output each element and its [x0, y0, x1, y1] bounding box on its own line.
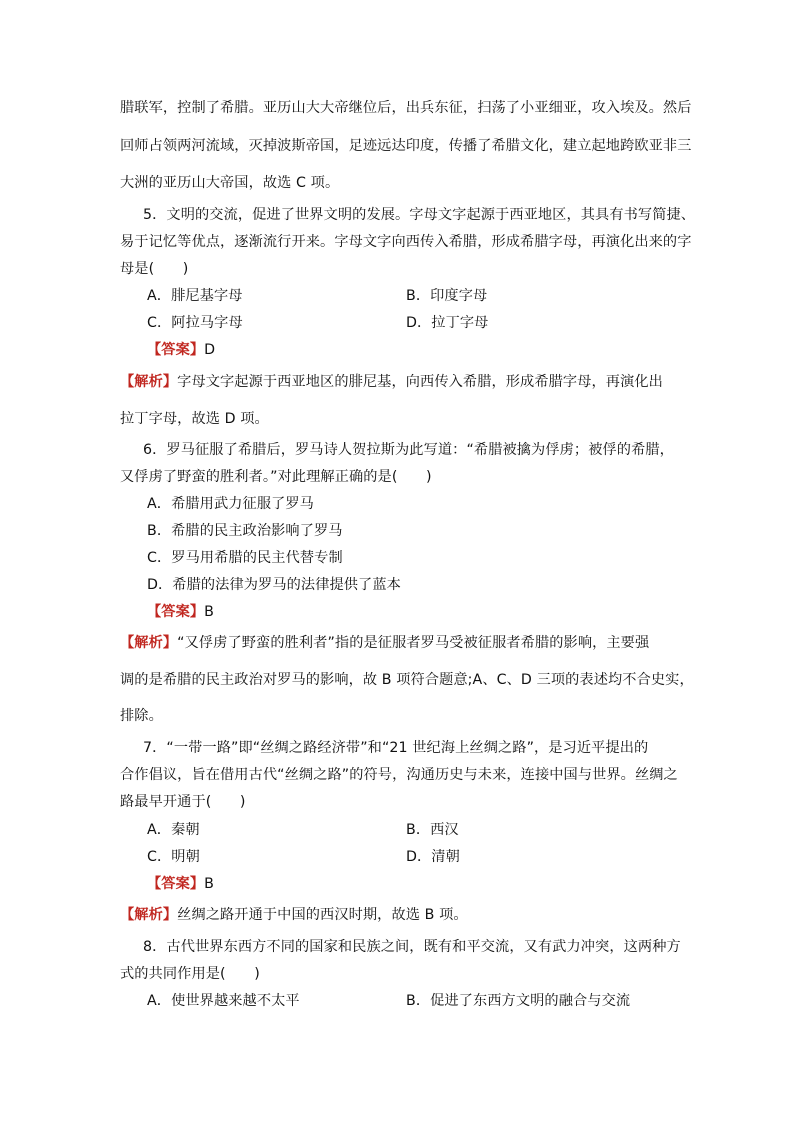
q7-explain-tag: 【解析】: [120, 907, 178, 923]
q7-stem-line-1: 7．“一带一路”即“丝绸之路经济带”和“21 世纪海上丝绸之路”，是习近平提出的: [143, 740, 649, 756]
q6-explain-line-3: 排除。: [120, 708, 163, 724]
q6-option-c: C．罗马用希腊的民主代替专制: [147, 550, 343, 566]
q8-stem-line-2: 式的共同作用是( ): [120, 966, 260, 982]
q5-option-c: C．阿拉马字母: [147, 315, 243, 331]
prev-explain-line-2: 回师占领两河流域，灭掉波斯帝国，足迹远达印度，传播了希腊文化，建立起地跨欧亚非三: [120, 138, 692, 154]
q7-option-a: A．秦朝: [147, 822, 200, 838]
q5-stem-line-3: 母是( ): [120, 261, 189, 277]
q5-stem-line-2: 易于记忆等优点，逐渐流行开来。字母文字向西传入希腊，形成希腊字母，再演化出来的字: [120, 234, 692, 250]
q6-option-b: B．希腊的民主政治影响了罗马: [147, 523, 343, 539]
q5-explain-tag: 【解析】: [120, 374, 178, 390]
q6-stem-line-2: 又俘虏了野蛮的胜利者。”对此理解正确的是( ): [120, 469, 432, 485]
q6-answer-tag: 【答案】: [147, 604, 205, 620]
q7-explain-line-1: [120, 905, 468, 925]
q5-answer-tag: 【答案】: [147, 342, 205, 358]
q5-explain-text-1: 字母文字起源于西亚地区的腓尼基，向西传入希腊，形成希腊字母，再演化出: [177, 374, 663, 390]
q5-answer-value: D: [204, 342, 216, 358]
q6-explain-line-2: 调的是希腊的民主政治对罗马的影响，故 B 项符合题意;A、C、D 三项的表述均不合史实，: [120, 672, 694, 688]
q6-answer-value: B: [204, 604, 214, 620]
q8-stem-line-1: 8．古代世界东西方不同的国家和民族之间，既有和平交流，又有武力冲突，这两种方: [143, 939, 681, 955]
q7-option-c: C．明朝: [147, 849, 200, 865]
q8-option-b: B．促进了东西方文明的融合与交流: [406, 993, 631, 1009]
q7-option-d: D．清朝: [406, 849, 460, 865]
q7-stem-line-3: 路最早开通于( ): [120, 794, 246, 810]
q7-answer-value: B: [204, 876, 214, 892]
q6-option-a: A．希腊用武力征服了罗马: [147, 496, 314, 512]
q6-option-d: D．希腊的法律为罗马的法律提供了蓝本: [147, 577, 401, 593]
q5-option-d: D．拉丁字母: [406, 315, 489, 331]
q6-stem-line-1: 6．罗马征服了希腊后，罗马诗人贺拉斯为此写道：“希腊被擒为俘虏；被俘的希腊，: [143, 442, 674, 458]
q7-answer-tag: 【答案】: [147, 876, 205, 892]
q7-stem-line-2: 合作倡议，旨在借用古代“丝绸之路”的符号，沟通历史与未来，连接中国与世界。丝绸之: [120, 767, 678, 783]
q5-answer: [147, 340, 215, 360]
q5-explain-line-1: [120, 372, 663, 392]
q6-answer: [147, 602, 214, 622]
q7-option-b: B．西汉: [406, 822, 459, 838]
q5-stem-line-1: 5．文明的交流，促进了世界文明的发展。字母文字起源于西亚地区，其具有书写简捷、: [143, 207, 696, 223]
q7-answer: [147, 874, 214, 894]
prev-explain-line-3: 大洲的亚历山大帝国，故选 C 项。: [120, 175, 340, 191]
q5-explain-line-2: 拉丁字母，故选 D 项。: [120, 411, 269, 427]
prev-explain-line-1: 腊联军，控制了希腊。亚历山大大帝继位后，出兵东征，扫荡了小亚细亚，攻入埃及。然后: [120, 100, 692, 116]
q7-explain-text-1: 丝绸之路开通于中国的西汉时期，故选 B 项。: [177, 907, 468, 923]
q6-explain-tag: 【解析】: [120, 635, 178, 651]
q6-explain-line-1: [120, 633, 649, 653]
q8-option-a: A．使世界越来越不太平: [147, 993, 300, 1009]
q6-explain-text-1: “又俘虏了野蛮的胜利者”指的是征服者罗马受被征服者希腊的影响，主要强: [177, 635, 650, 651]
q5-option-b: B．印度字母: [406, 288, 488, 304]
q5-option-a: A．腓尼基字母: [147, 288, 243, 304]
